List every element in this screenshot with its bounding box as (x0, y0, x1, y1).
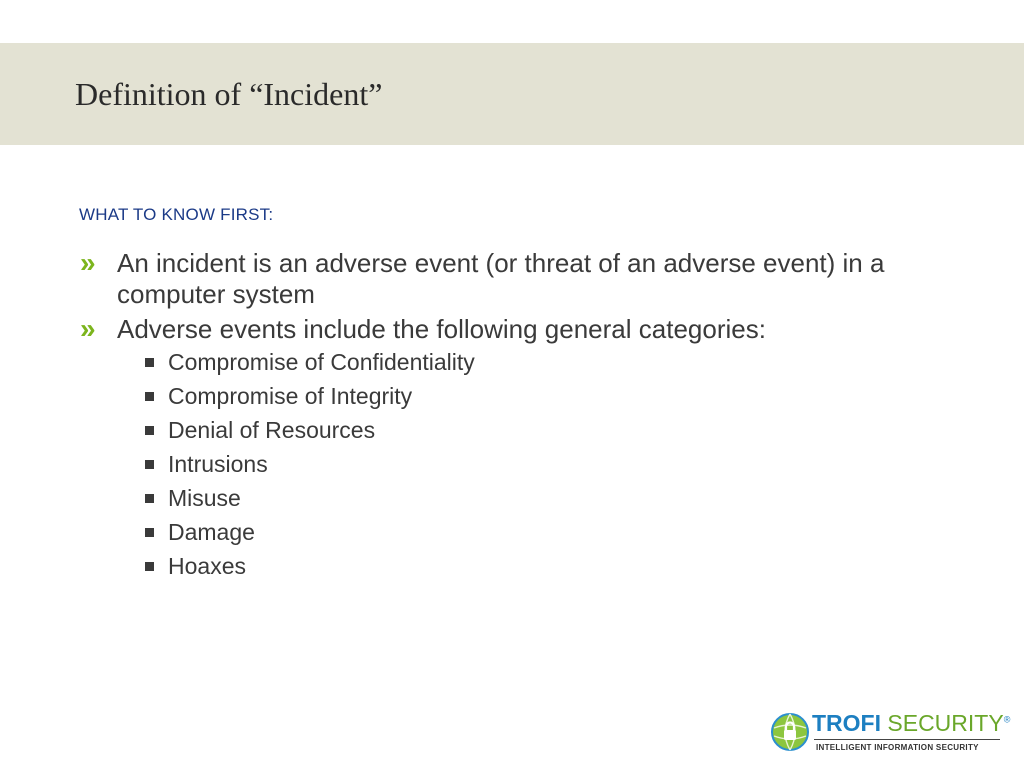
logo-tagline: INTELLIGENT INFORMATION SECURITY (816, 743, 979, 752)
chevron-bullet-icon: » (80, 247, 94, 278)
sub-bullet-item (117, 551, 960, 585)
sub-bullet-text: Intrusions (168, 451, 268, 477)
square-bullet-icon (145, 460, 154, 469)
sub-bullet-item (117, 415, 960, 449)
square-bullet-icon (145, 426, 154, 435)
sub-bullet-item (117, 483, 960, 517)
trofi-security-logo (770, 708, 1020, 758)
sub-bullet-item (117, 449, 960, 483)
bullet-item (80, 314, 960, 585)
sub-bullet-text: Denial of Resources (168, 417, 376, 443)
sub-bullet-text: Misuse (168, 485, 241, 511)
square-bullet-icon (145, 494, 154, 503)
logo-brand: TROFI (812, 710, 881, 736)
sub-bullet-text: Compromise of Confidentiality (168, 349, 475, 375)
logo-brand-suffix: SECURITY (887, 710, 1004, 736)
globe-lock-icon (770, 712, 810, 752)
slide-title: Definition of “Incident” (75, 76, 383, 112)
sub-bullet-item (117, 381, 960, 415)
bullet-item (80, 248, 960, 310)
square-bullet-icon (145, 358, 154, 367)
sub-bullet-text: Hoaxes (168, 553, 246, 579)
square-bullet-icon (145, 562, 154, 571)
square-bullet-icon (145, 528, 154, 537)
sub-bullet-text: Damage (168, 519, 255, 545)
logo-wordmark (812, 710, 1010, 737)
sub-bullet-list (117, 347, 960, 585)
logo-divider (814, 739, 1000, 740)
sub-bullet-text: Compromise of Integrity (168, 383, 413, 409)
bullet-list (80, 248, 960, 589)
section-label: WHAT TO KNOW FIRST: (79, 205, 274, 224)
square-bullet-icon (145, 392, 154, 401)
sub-bullet-item (117, 517, 960, 551)
bullet-text: An incident is an adverse event (or threat of an adverse event) in a computer system (117, 248, 885, 309)
registered-mark: ® (1003, 714, 1011, 725)
sub-bullet-item (117, 347, 960, 381)
chevron-bullet-icon: » (80, 313, 94, 344)
bullet-text: Adverse events include the following general categories: (117, 314, 766, 344)
